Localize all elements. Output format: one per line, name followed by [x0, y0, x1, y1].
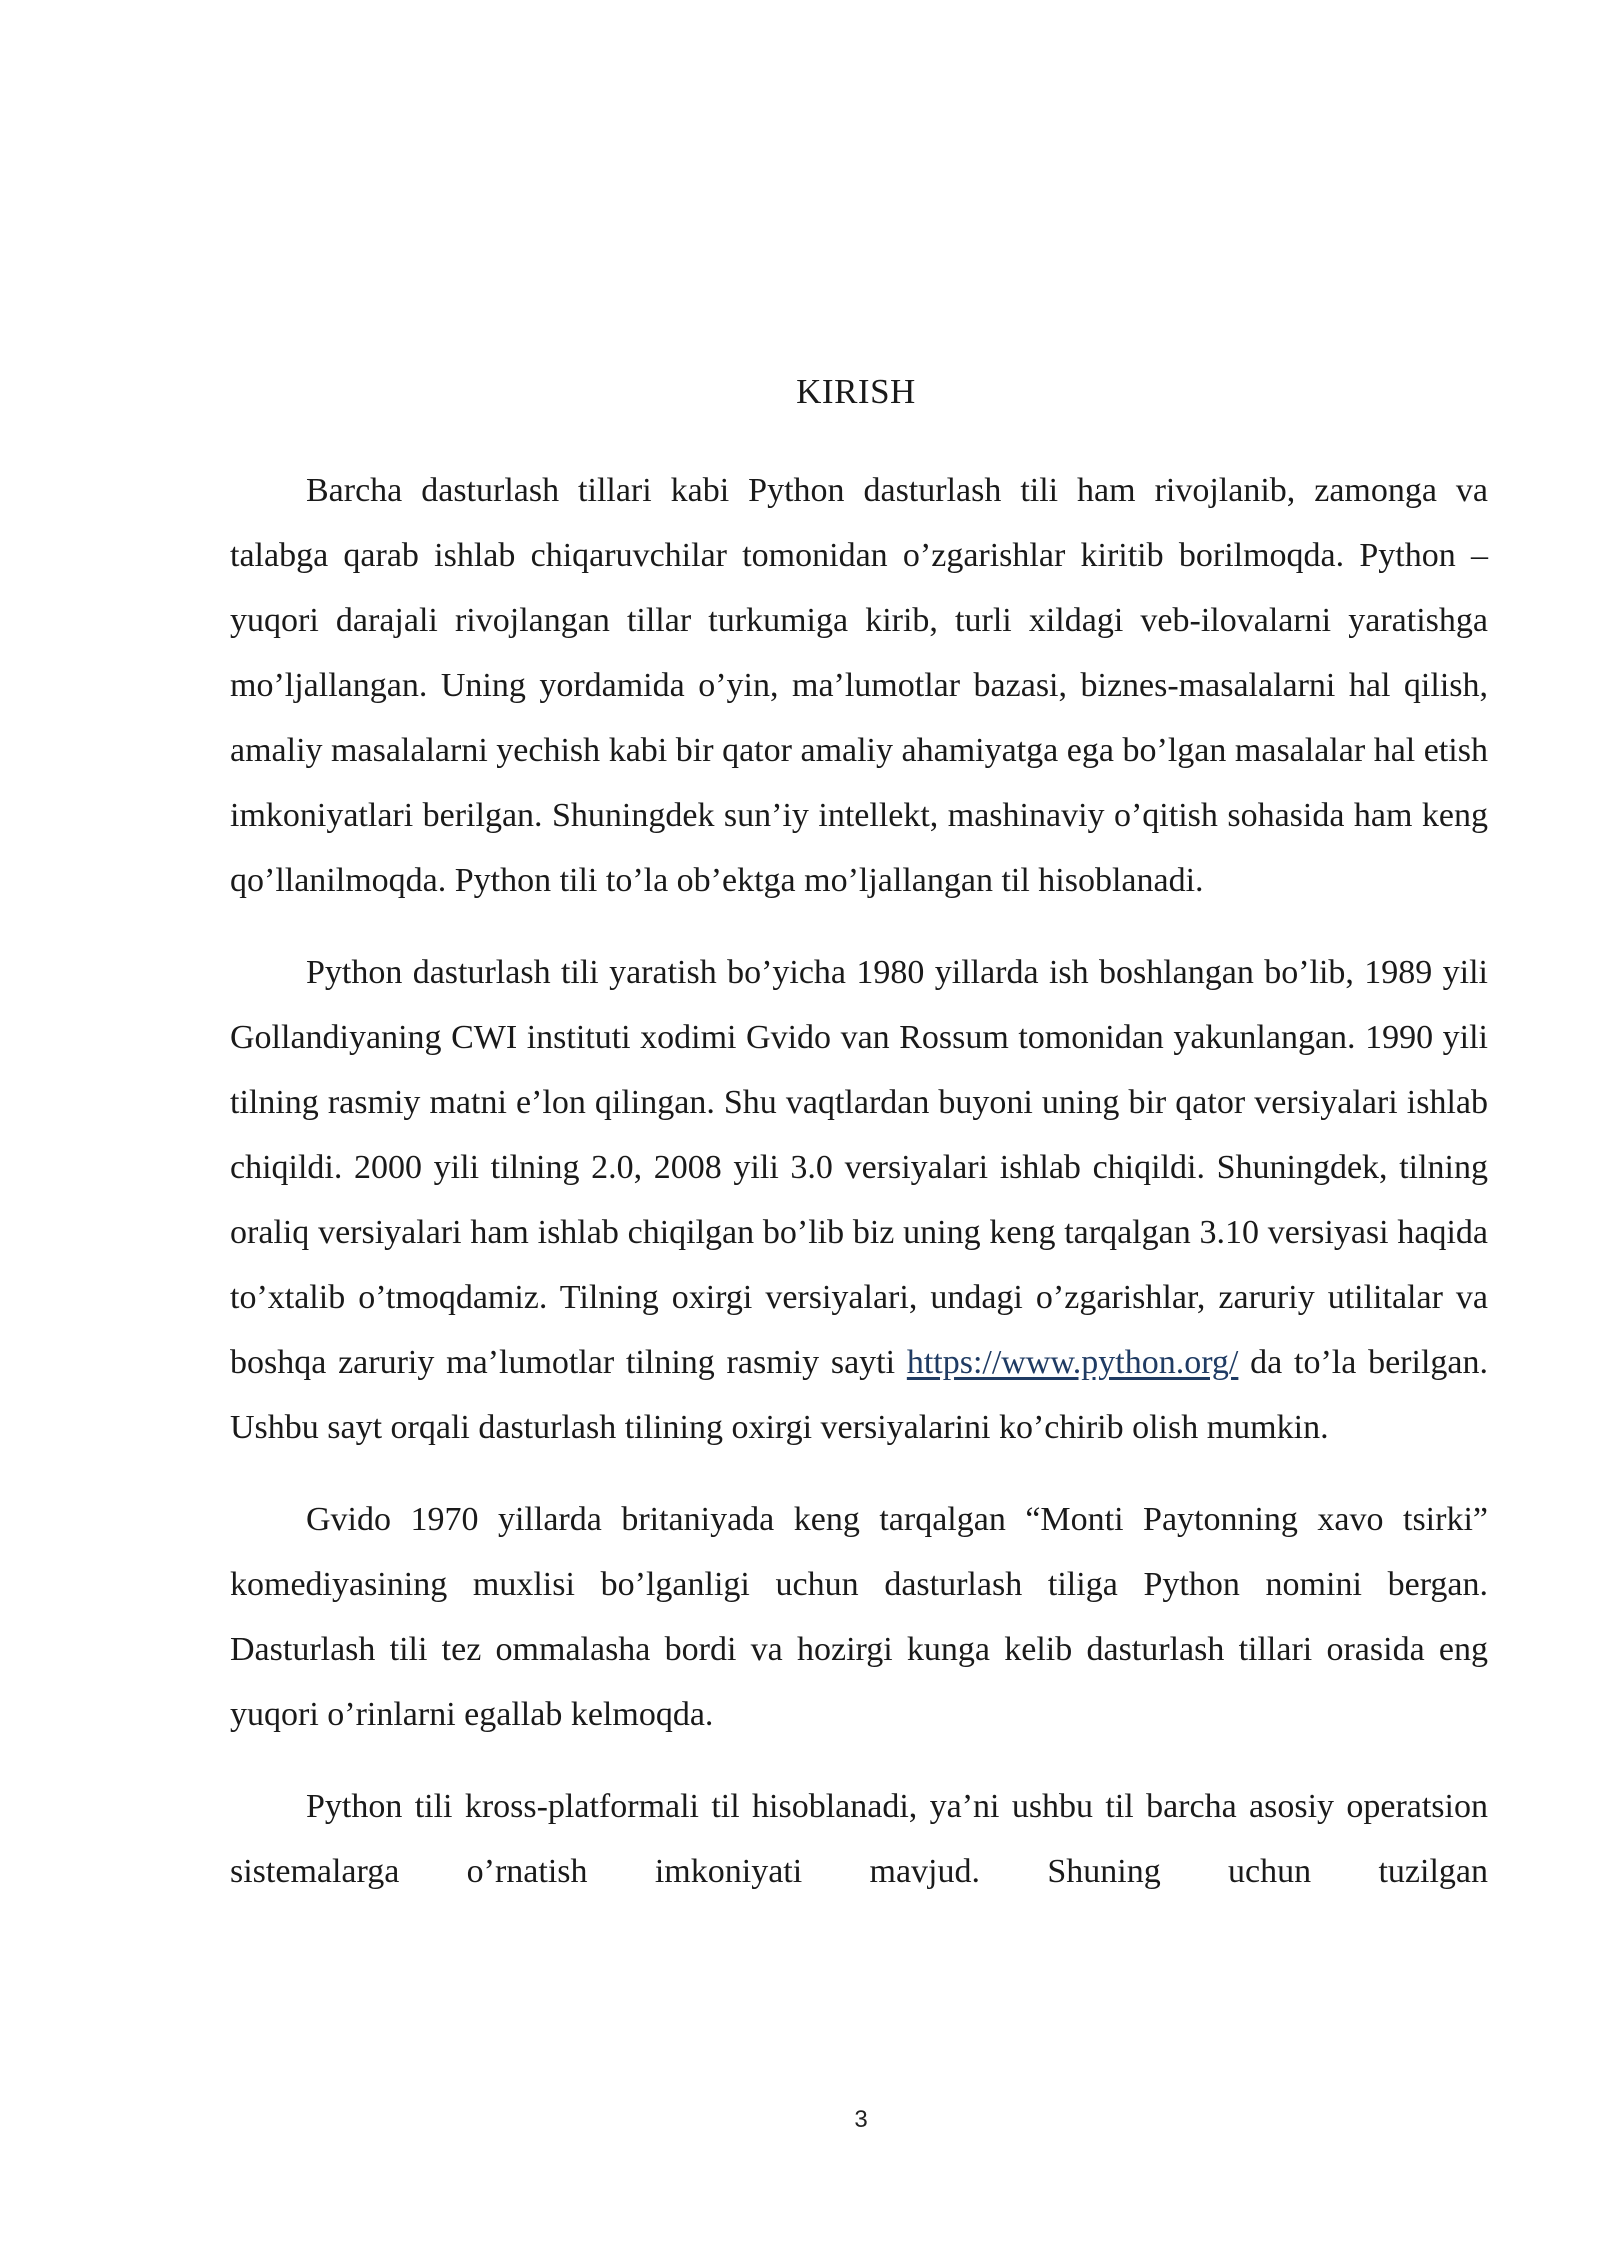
page-number: 3 [854, 2106, 868, 2133]
paragraph-name-origin: Gvido 1970 yillarda britaniyada keng tarqalgan “Monti Paytonning xavo tsirki” komediyasining muxlisi bo’lganligi uchun dasturlash tiliga Python nomini bergan. Dasturlash tili tez ommalasha bordi va hozirgi kunga kelib dasturlash tillari orasida eng yuqori o’rinlarni egallab kelmoqda. [230, 1501, 1488, 1733]
body-text [230, 458, 1488, 1931]
paragraph-cross-platform: Python tili kross-platformali til hisoblanadi, ya’ni ushbu til barcha asosiy operatsion sistemalarga o’rnatish imkoniyati mavjud. Shuning uchun tuzilgan [230, 1788, 1488, 1890]
paragraph-intro: Barcha dasturlash tillari kabi Python dasturlash tili ham rivojlanib, zamonga va talabga qarab ishlab chiqaruvchilar tomonidan o’zgarishlar kiritib borilmoqda. Python – yuqori darajali rivojlangan tillar turkumiga kirib, turli xildagi veb-ilovalarni yaratishga mo’ljallangan. Uning yordamida o’yin, ma’lumotlar bazasi, biznes-masalalarni hal qilish, amaliy masalalarni yechish kabi bir qator amaliy ahamiyatga ega bo’lgan masalalar hal etish imkoniyatlari berilgan. Shuningdek sun’iy intellekt, mashinaviy o’qitish sohasida ham keng qo’llanilmoqda. Python tili to’la ob’ektga mo’ljallangan til hisoblanadi. [230, 472, 1488, 899]
page-title: KIRISH [796, 372, 916, 411]
python-org-link[interactable]: https://www.python.org/ [906, 1344, 1239, 1381]
paragraph-history [230, 940, 1488, 1460]
history-text-after-link: da to’la berilgan. Ushbu sayt orqali dasturlash tilining oxirgi versiyalarini ko’chirib olish mumkin. [230, 1344, 1488, 1446]
history-text-before-link: Python dasturlash tili yaratish bo’yicha 1980 yillarda ish boshlangan bo’lib, 1989 yili Gollandiyaning CWI instituti xodimi Gvido van Rossum tomonidan yakunlangan. 1990 yili tilning rasmiy matni e’lon qilingan. Shu vaqtlardan buyoni uning bir qator versiyalari ishlab chiqildi. 2000 yili tilning 2.0, 2008 yili 3.0 versiyalari ishlab chiqildi. Shuningdek, tilning oraliq versiyalari ham ishlab chiqilgan bo’lib biz uning keng tarqalgan 3.10 versiyasi haqida to’xtalib o’tmoqdamiz. Tilning oxirgi versiyalari, undagi o’zgarishlar, zaruriy utilitalar va boshqa zaruriy ma’lumotlar tilning rasmiy sayti [230, 954, 1488, 1381]
